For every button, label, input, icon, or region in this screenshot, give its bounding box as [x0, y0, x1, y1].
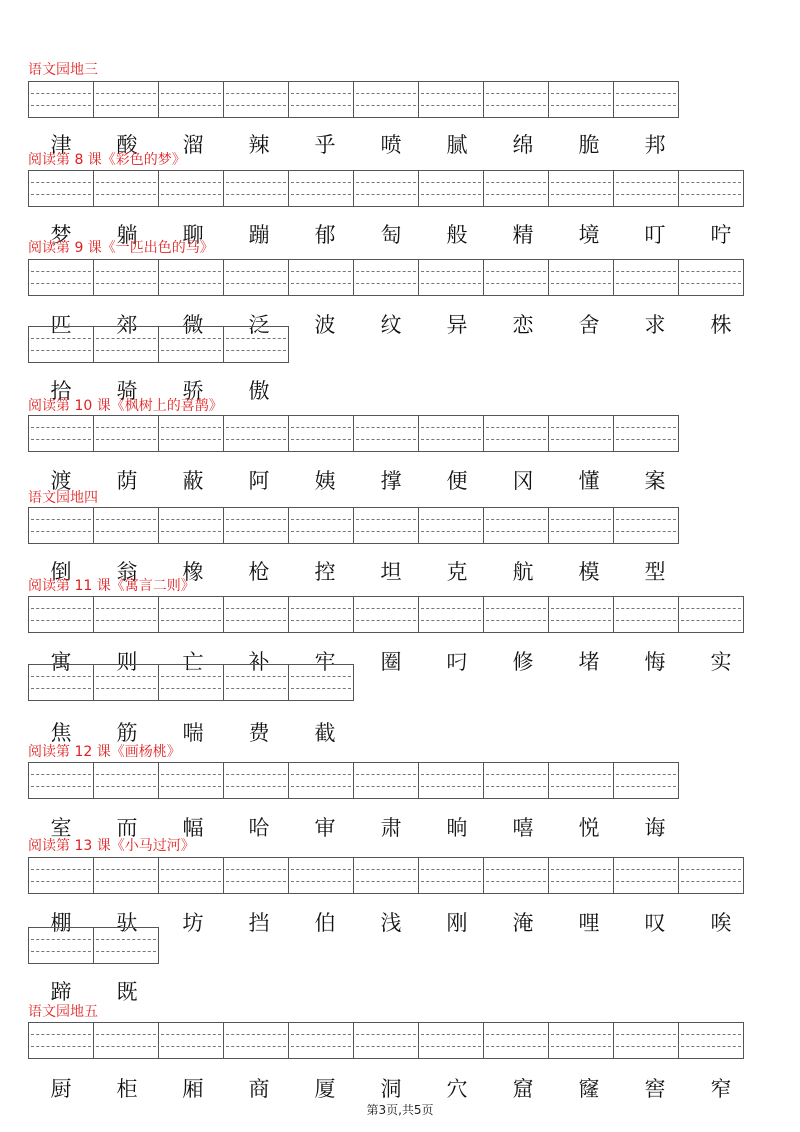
character: 纹 — [380, 313, 402, 337]
character: 窖 — [644, 1077, 666, 1101]
writing-cell[interactable] — [613, 857, 679, 894]
character: 淹 — [512, 911, 534, 935]
writing-cell[interactable] — [28, 415, 94, 452]
character: 补 — [248, 650, 270, 674]
writing-cell[interactable] — [613, 1022, 679, 1059]
writing-cell[interactable] — [548, 81, 614, 118]
character: 郊 — [116, 313, 138, 337]
writing-cell[interactable] — [223, 1022, 289, 1059]
writing-cell[interactable] — [158, 81, 224, 118]
writing-cell[interactable] — [353, 507, 419, 544]
character: 求 — [644, 313, 666, 337]
character: 型 — [644, 560, 666, 584]
character: 截 — [314, 721, 336, 745]
character: 航 — [512, 560, 534, 584]
character: 悔 — [644, 650, 666, 674]
writing-cell[interactable] — [678, 1022, 744, 1059]
writing-cell[interactable] — [418, 507, 484, 544]
character: 恋 — [512, 313, 534, 337]
writing-cell[interactable] — [418, 857, 484, 894]
character: 叹 — [644, 911, 666, 935]
character: 般 — [446, 223, 468, 247]
character: 拾 — [50, 379, 72, 403]
writing-cell[interactable] — [613, 507, 679, 544]
character: 柜 — [116, 1077, 138, 1101]
character: 浅 — [380, 911, 402, 935]
writing-cell[interactable] — [288, 1022, 354, 1059]
character: 坦 — [380, 560, 402, 584]
character: 肃 — [380, 816, 402, 840]
character: 棚 — [50, 911, 72, 935]
character: 诲 — [644, 816, 666, 840]
writing-cell[interactable] — [483, 259, 549, 296]
writing-cell[interactable] — [93, 415, 159, 452]
writing-cell[interactable] — [613, 170, 679, 207]
character: 控 — [314, 560, 336, 584]
writing-cell[interactable] — [353, 170, 419, 207]
character: 亡 — [182, 650, 204, 674]
character: 聊 — [182, 223, 204, 247]
writing-cell[interactable] — [353, 415, 419, 452]
character: 寓 — [50, 650, 72, 674]
writing-cell[interactable] — [93, 857, 159, 894]
writing-cell[interactable] — [223, 415, 289, 452]
character: 嘻 — [512, 816, 534, 840]
character: 异 — [446, 313, 468, 337]
writing-cell[interactable] — [93, 762, 159, 799]
character: 微 — [182, 313, 204, 337]
section-title: 阅读第 10 课《枫树上的喜鹊》 — [28, 398, 223, 414]
character: 厢 — [182, 1077, 204, 1101]
writing-cell[interactable] — [158, 259, 224, 296]
writing-cell[interactable] — [93, 664, 159, 701]
writing-cell[interactable] — [158, 762, 224, 799]
character-row — [28, 978, 160, 1006]
writing-cell[interactable] — [613, 762, 679, 799]
writing-cell[interactable] — [353, 81, 419, 118]
writing-cell[interactable] — [28, 507, 94, 544]
writing-cell[interactable] — [548, 1022, 614, 1059]
writing-cell[interactable] — [678, 596, 744, 633]
writing-cell[interactable] — [28, 170, 94, 207]
writing-cell[interactable] — [158, 596, 224, 633]
section-title: 语文园地四 — [28, 490, 98, 506]
writing-cell[interactable] — [548, 507, 614, 544]
writing-cell[interactable] — [678, 170, 744, 207]
character: 溜 — [182, 133, 204, 157]
writing-cell[interactable] — [223, 596, 289, 633]
character: 驮 — [116, 911, 138, 935]
writing-cell[interactable] — [288, 857, 354, 894]
writing-cell[interactable] — [613, 596, 679, 633]
character: 喘 — [182, 721, 204, 745]
writing-cell[interactable] — [353, 596, 419, 633]
character: 幅 — [182, 816, 204, 840]
writing-cell[interactable] — [288, 762, 354, 799]
writing-cell[interactable] — [223, 762, 289, 799]
character: 哩 — [578, 911, 600, 935]
character: 晌 — [446, 816, 468, 840]
writing-cell[interactable] — [483, 857, 549, 894]
writing-cell[interactable] — [93, 259, 159, 296]
writing-cell[interactable] — [483, 762, 549, 799]
writing-grid-row — [28, 81, 679, 118]
character-row — [28, 1075, 754, 1103]
writing-grid-row — [28, 927, 159, 964]
writing-cell[interactable] — [288, 664, 354, 701]
writing-cell[interactable] — [28, 81, 94, 118]
character: 室 — [50, 816, 72, 840]
character: 傲 — [248, 379, 270, 403]
character: 哈 — [248, 816, 270, 840]
writing-cell[interactable] — [158, 1022, 224, 1059]
writing-cell[interactable] — [483, 81, 549, 118]
section-title: 语文园地五 — [28, 1004, 98, 1020]
writing-cell[interactable] — [223, 259, 289, 296]
character: 腻 — [446, 133, 468, 157]
writing-cell[interactable] — [613, 415, 679, 452]
character: 撑 — [380, 469, 402, 493]
character: 克 — [446, 560, 468, 584]
writing-cell[interactable] — [613, 259, 679, 296]
writing-cell[interactable] — [418, 170, 484, 207]
writing-cell[interactable] — [28, 762, 94, 799]
writing-cell[interactable] — [418, 259, 484, 296]
writing-cell[interactable] — [483, 507, 549, 544]
character: 蹦 — [248, 223, 270, 247]
character: 坊 — [182, 911, 204, 935]
writing-grid-row — [28, 326, 289, 363]
writing-cell[interactable] — [158, 857, 224, 894]
character: 喷 — [380, 133, 402, 157]
character: 荫 — [116, 469, 138, 493]
writing-cell[interactable] — [288, 259, 354, 296]
section-title: 阅读第 12 课《画杨桃》 — [28, 744, 181, 760]
writing-cell[interactable] — [93, 507, 159, 544]
character: 脆 — [578, 133, 600, 157]
character: 牢 — [314, 650, 336, 674]
character: 骄 — [182, 379, 204, 403]
writing-cell[interactable] — [93, 1022, 159, 1059]
writing-cell[interactable] — [548, 170, 614, 207]
character: 模 — [578, 560, 600, 584]
writing-grid-row — [28, 415, 679, 452]
character: 穴 — [446, 1077, 468, 1101]
character: 费 — [248, 721, 270, 745]
character: 郁 — [314, 223, 336, 247]
character: 咛 — [710, 223, 732, 247]
character: 蹄 — [50, 980, 72, 1004]
writing-cell[interactable] — [288, 170, 354, 207]
writing-cell[interactable] — [418, 415, 484, 452]
character: 倒 — [50, 560, 72, 584]
writing-cell[interactable] — [158, 507, 224, 544]
writing-cell[interactable] — [93, 326, 159, 363]
character: 乎 — [314, 133, 336, 157]
character: 唉 — [710, 911, 732, 935]
section-title: 阅读第 9 课《一匹出色的马》 — [28, 240, 214, 256]
writing-cell[interactable] — [678, 259, 744, 296]
character: 邦 — [644, 133, 666, 157]
writing-cell[interactable] — [418, 81, 484, 118]
writing-cell[interactable] — [353, 259, 419, 296]
writing-cell[interactable] — [418, 1022, 484, 1059]
character: 阿 — [248, 469, 270, 493]
writing-cell[interactable] — [288, 507, 354, 544]
writing-cell[interactable] — [353, 1022, 419, 1059]
section-title: 语文园地三 — [28, 62, 98, 78]
writing-grid-row — [28, 170, 744, 207]
character: 伯 — [314, 911, 336, 935]
writing-cell[interactable] — [483, 170, 549, 207]
character: 枪 — [248, 560, 270, 584]
writing-cell[interactable] — [28, 1022, 94, 1059]
writing-cell[interactable] — [548, 259, 614, 296]
section-title: 阅读第 8 课《彩色的梦》 — [28, 152, 186, 168]
character: 渡 — [50, 469, 72, 493]
character: 匹 — [50, 313, 72, 337]
writing-cell[interactable] — [418, 596, 484, 633]
writing-cell[interactable] — [158, 326, 224, 363]
character: 洞 — [380, 1077, 402, 1101]
writing-cell[interactable] — [288, 81, 354, 118]
character: 橡 — [182, 560, 204, 584]
writing-grid-row — [28, 1022, 744, 1059]
writing-grid-row — [28, 259, 744, 296]
character: 株 — [710, 313, 732, 337]
character: 姨 — [314, 469, 336, 493]
writing-cell[interactable] — [288, 596, 354, 633]
writing-grid-row — [28, 596, 744, 633]
writing-grid-row — [28, 857, 744, 894]
character: 挡 — [248, 911, 270, 935]
writing-grid-row — [28, 507, 679, 544]
character: 骑 — [116, 379, 138, 403]
writing-cell[interactable] — [353, 762, 419, 799]
character: 蔽 — [182, 469, 204, 493]
character: 案 — [644, 469, 666, 493]
character: 窟 — [512, 1077, 534, 1101]
writing-cell[interactable] — [613, 81, 679, 118]
page-footer: 第3页,共5页 — [366, 1103, 434, 1117]
writing-cell[interactable] — [93, 596, 159, 633]
writing-cell[interactable] — [223, 507, 289, 544]
writing-cell[interactable] — [353, 857, 419, 894]
character: 刚 — [446, 911, 468, 935]
writing-cell[interactable] — [223, 857, 289, 894]
character: 梦 — [50, 223, 72, 247]
character-row — [28, 467, 688, 495]
writing-cell[interactable] — [288, 415, 354, 452]
character: 焦 — [50, 721, 72, 745]
character: 既 — [116, 980, 138, 1004]
character: 修 — [512, 650, 534, 674]
writing-grid-row — [28, 762, 679, 799]
writing-cell[interactable] — [483, 596, 549, 633]
writing-cell[interactable] — [223, 81, 289, 118]
character-row — [28, 719, 358, 747]
writing-cell[interactable] — [28, 857, 94, 894]
writing-cell[interactable] — [28, 326, 94, 363]
character: 波 — [314, 313, 336, 337]
writing-cell[interactable] — [483, 1022, 549, 1059]
writing-cell[interactable] — [678, 857, 744, 894]
writing-cell[interactable] — [548, 415, 614, 452]
character: 厦 — [314, 1077, 336, 1101]
character: 津 — [50, 133, 72, 157]
writing-cell[interactable] — [223, 326, 289, 363]
character: 筋 — [116, 721, 138, 745]
writing-cell[interactable] — [93, 927, 159, 964]
character: 叮 — [644, 223, 666, 247]
writing-cell[interactable] — [28, 664, 94, 701]
writing-cell[interactable] — [28, 259, 94, 296]
character: 审 — [314, 816, 336, 840]
writing-cell[interactable] — [93, 170, 159, 207]
writing-cell[interactable] — [158, 415, 224, 452]
character: 绵 — [512, 133, 534, 157]
writing-cell[interactable] — [158, 664, 224, 701]
character: 商 — [248, 1077, 270, 1101]
writing-cell[interactable] — [223, 664, 289, 701]
character: 懂 — [578, 469, 600, 493]
section-title: 阅读第 11 课《寓言二则》 — [28, 578, 195, 594]
writing-cell[interactable] — [223, 170, 289, 207]
character: 圈 — [380, 650, 402, 674]
writing-cell[interactable] — [548, 762, 614, 799]
writing-cell[interactable] — [548, 596, 614, 633]
character: 精 — [512, 223, 534, 247]
character: 匋 — [380, 223, 402, 247]
character: 舍 — [578, 313, 600, 337]
writing-cell[interactable] — [418, 762, 484, 799]
character: 翁 — [116, 560, 138, 584]
writing-cell[interactable] — [548, 857, 614, 894]
character: 躺 — [116, 223, 138, 247]
writing-cell[interactable] — [158, 170, 224, 207]
character: 悦 — [578, 816, 600, 840]
character: 辣 — [248, 133, 270, 157]
character: 厨 — [50, 1077, 72, 1101]
character: 泛 — [248, 313, 270, 337]
character: 堵 — [578, 650, 600, 674]
character: 叼 — [446, 650, 468, 674]
character: 便 — [446, 469, 468, 493]
writing-cell[interactable] — [93, 81, 159, 118]
character: 窄 — [710, 1077, 732, 1101]
character: 冈 — [512, 469, 534, 493]
writing-cell[interactable] — [28, 927, 94, 964]
character: 境 — [578, 223, 600, 247]
writing-cell[interactable] — [28, 596, 94, 633]
character: 酸 — [116, 133, 138, 157]
character: 则 — [116, 650, 138, 674]
character: 实 — [710, 650, 732, 674]
section-title: 阅读第 13 课《小马过河》 — [28, 838, 195, 854]
writing-grid-row — [28, 664, 354, 701]
character: 窿 — [578, 1077, 600, 1101]
character: 而 — [116, 816, 138, 840]
writing-cell[interactable] — [483, 415, 549, 452]
